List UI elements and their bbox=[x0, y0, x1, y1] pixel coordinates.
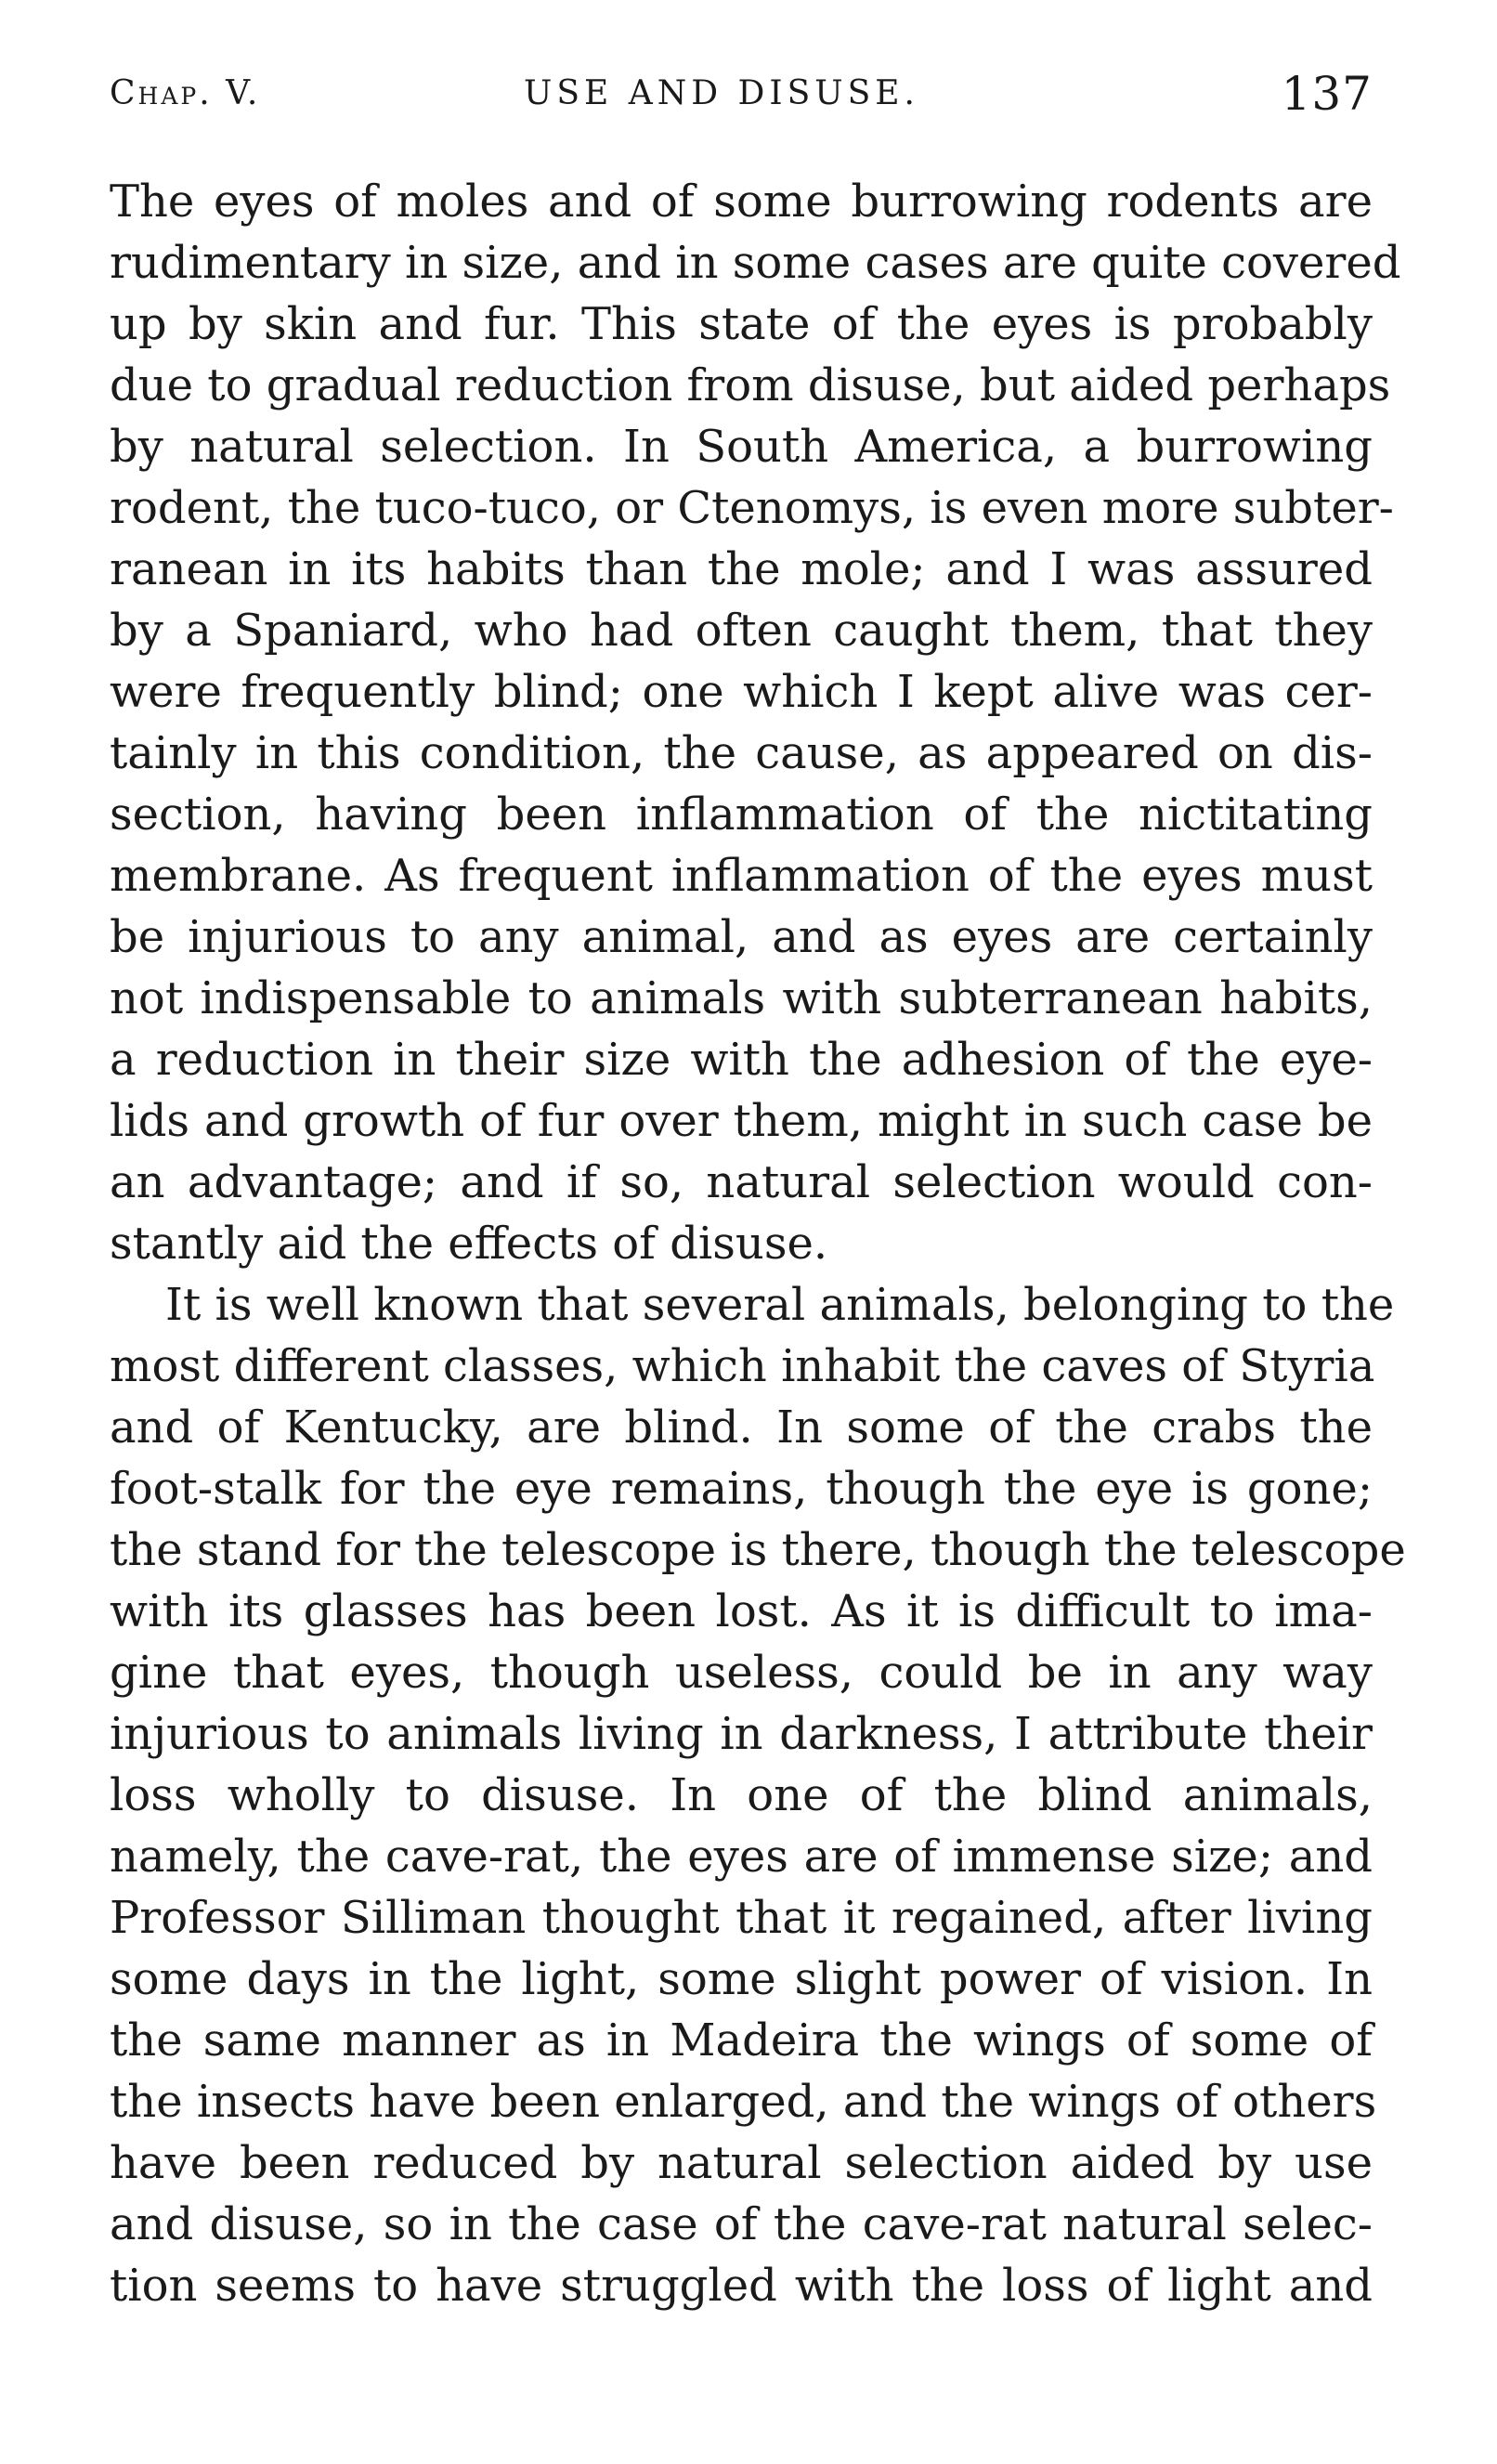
text-line: rudimentary in size, and in some cases are quite covered bbox=[110, 237, 1401, 289]
page-header bbox=[110, 67, 1373, 123]
text-line: namely, the cave-rat, the eyes are of immense size; and bbox=[110, 1831, 1373, 1883]
running-title: USE AND DISUSE. bbox=[524, 74, 919, 112]
text-line: The eyes of moles and of some burrowing rodents are bbox=[110, 176, 1373, 228]
text-line: It is well known that several animals, belonging to the bbox=[165, 1279, 1395, 1331]
page-number: 137 bbox=[1281, 67, 1373, 121]
text-line: the same manner as in Madeira the wings of some of bbox=[110, 2014, 1373, 2066]
text-line: the stand for the telescope is there, though the telescope bbox=[110, 1524, 1406, 1576]
text-line: rodent, the tuco-tuco, or Ctenomys, is even more subter- bbox=[110, 482, 1394, 534]
text-line: a reduction in their size with the adhesion of the eye- bbox=[110, 1034, 1373, 1086]
text-line: loss wholly to disuse. In one of the blind animals, bbox=[110, 1769, 1373, 1821]
text-line: gine that eyes, though useless, could be in any way bbox=[110, 1647, 1373, 1699]
text-line: ranean in its habits than the mole; and I was assured bbox=[110, 543, 1373, 595]
text-line: an advantage; and if so, natural selection would con- bbox=[110, 1156, 1373, 1208]
text-line: due to gradual reduction from disuse, but aided perhaps bbox=[110, 359, 1391, 411]
text-line: up by skin and fur. This state of the eyes is probably bbox=[110, 298, 1373, 350]
text-line: by natural selection. In South America, a burrowing bbox=[110, 421, 1373, 473]
text-line: by a Spaniard, who had often caught them, that they bbox=[110, 605, 1373, 657]
text-line: tion seems to have struggled with the loss of light and bbox=[110, 2260, 1373, 2312]
body-text bbox=[110, 171, 1406, 2316]
paragraph-2 bbox=[110, 1274, 1406, 2316]
text-line: and of Kentucky, are blind. In some of the crabs the bbox=[110, 1401, 1373, 1454]
text-line: and disuse, so in the case of the cave-rat natural selec- bbox=[110, 2198, 1373, 2250]
text-line: the insects have been enlarged, and the wings of others bbox=[110, 2076, 1377, 2128]
text-line: section, having been inflammation of the nictitating bbox=[110, 789, 1373, 841]
text-line: not indispensable to animals with subterranean habits, bbox=[110, 972, 1373, 1024]
text-line: tainly in this condition, the cause, as appeared on dis- bbox=[110, 727, 1373, 779]
text-line: most different classes, which inhabit the caves of Styria bbox=[110, 1340, 1375, 1392]
text-line: stantly aid the effects of disuse. bbox=[110, 1218, 828, 1270]
text-line: some days in the light, some slight power of vision. In bbox=[110, 1953, 1373, 2005]
text-line: injurious to animals living in darkness, I attribute their bbox=[110, 1708, 1373, 1760]
text-line: be injurious to any animal, and as eyes are certainly bbox=[110, 911, 1373, 963]
chapter-label: Chap. V. bbox=[110, 74, 261, 112]
text-line: Professor Silliman thought that it regained, after living bbox=[110, 1892, 1373, 1944]
text-line: with its glasses has been lost. As it is difficult to ima- bbox=[110, 1585, 1373, 1637]
text-line: were frequently blind; one which I kept alive was cer- bbox=[110, 666, 1373, 718]
text-line: membrane. As frequent inflammation of the eyes must bbox=[110, 850, 1373, 902]
text-line: lids and growth of fur over them, might in such case be bbox=[110, 1095, 1373, 1147]
text-line: have been reduced by natural selection aided by use bbox=[110, 2137, 1373, 2189]
paragraph-1 bbox=[110, 171, 1401, 1274]
text-line: foot-stalk for the eye remains, though the eye is gone; bbox=[110, 1463, 1373, 1515]
